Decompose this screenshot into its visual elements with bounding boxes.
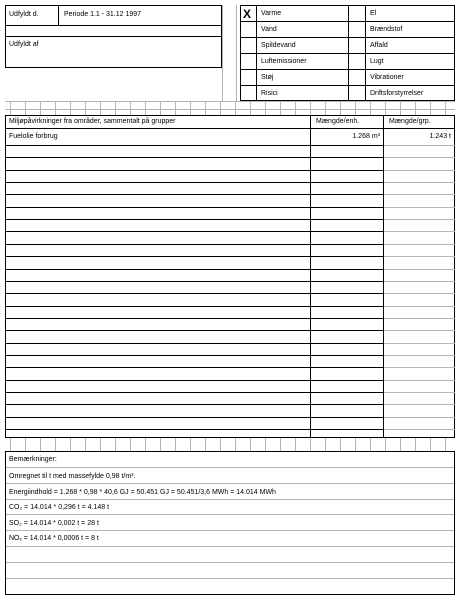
category-label-braendstof: Brændstof bbox=[370, 26, 403, 33]
category-label-luftemissioner: Luftemissioner bbox=[261, 58, 307, 65]
table-row-per-group: 1.243 t bbox=[429, 133, 451, 140]
category-label-lugt: Lugt bbox=[370, 58, 384, 65]
table-row-per-unit: 1.268 m³ bbox=[352, 133, 380, 140]
table-header-per-unit: Mængde/enh. bbox=[316, 118, 360, 125]
remarks-rule bbox=[6, 530, 454, 531]
udfyldt-af-label: Udfyldt af bbox=[9, 41, 39, 48]
category-label-vand: Vand bbox=[261, 26, 277, 33]
remarks-line-1: Omregnet til t med massefylde 0,98 t/m³. bbox=[9, 473, 136, 480]
remarks-rule bbox=[6, 514, 454, 515]
category-label-stoj: Støj bbox=[261, 74, 274, 81]
category-label-vibrationer: Vibrationer bbox=[370, 74, 404, 81]
category-label-varme: Varme bbox=[261, 10, 282, 17]
remarks-title: Bemærkninger: bbox=[9, 456, 57, 463]
remarks-rule bbox=[6, 483, 454, 484]
remarks-rule bbox=[6, 562, 454, 563]
category-label-spildevand: Spildevand bbox=[261, 42, 296, 49]
periode-label: Periode 1.1 - 31.12 1997 bbox=[64, 11, 142, 18]
remarks-line-3: CO₂ = 14.014 * 0,296 t = 4.148 t bbox=[9, 504, 110, 511]
category-label-driftsforstyrrelser: Driftsforstyrrelser bbox=[370, 90, 424, 97]
remarks-line-4: SO₂ = 14.014 * 0,002 t = 28 t bbox=[9, 520, 99, 527]
table-header-per-group: Mængde/grp. bbox=[389, 118, 431, 125]
remarks-rule bbox=[6, 499, 454, 500]
remarks-line-5: NOₓ = 14.014 * 0,0006 t = 8 t bbox=[9, 535, 99, 542]
category-label-affald: Affald bbox=[370, 42, 388, 49]
category-check-varme[interactable]: X bbox=[243, 7, 252, 21]
remarks-rule bbox=[6, 467, 454, 468]
table-header-description: Miljøpåvirkninger fra områder, sammentalt på grupper bbox=[9, 118, 176, 125]
table-row-description: Fuelolie forbrug bbox=[9, 133, 58, 140]
remarks-rule bbox=[6, 578, 454, 579]
category-label-risici: Risici bbox=[261, 90, 278, 97]
udfyldt-d-label: Udfyldt d. bbox=[9, 11, 39, 18]
remarks-line-2: Energiindhold = 1.268 * 0,98 * 40,6 GJ = 50.451 GJ = 50.451/3,6 MWh = 14.014 MWh bbox=[9, 489, 276, 496]
remarks-rule bbox=[6, 546, 454, 547]
category-label-el: El bbox=[370, 10, 377, 17]
